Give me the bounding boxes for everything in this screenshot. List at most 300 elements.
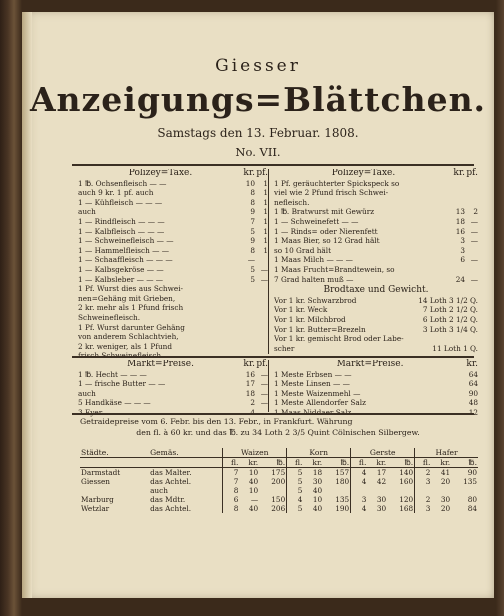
bread-weight: 7 Loth 2 1/2 Q. <box>422 305 478 315</box>
table-cell: — <box>250 495 259 504</box>
table-row <box>78 217 268 227</box>
col-pf: pf. <box>256 359 268 369</box>
table-cell: 30 <box>440 495 451 504</box>
row-text: 1 Meste Erbsen — — <box>274 369 352 379</box>
row-kr: 8 <box>250 245 255 255</box>
row-text: 1 Maas Bier, so 12 Grad hält <box>274 236 380 246</box>
row-text: 1 ℔. Bratwurst mit Gewürz <box>274 207 375 217</box>
getreide-line-2: den fl. à 60 kr. und das ℔. zu 34 Loth 2 3/5 Quint Cölnischen Silbergew. <box>136 428 420 437</box>
table-row <box>78 342 268 352</box>
row-pf: — <box>260 274 268 284</box>
row-text: 1 — Schweinefett — — <box>274 216 359 226</box>
table-cell: 8 <box>223 504 240 513</box>
table-row <box>274 255 478 265</box>
row-text: 1 Meste Linsen — — <box>274 379 350 389</box>
table-cell: 40 <box>248 504 259 513</box>
row-text: 1 — frische Butter — — <box>78 379 166 389</box>
col-kr: kr. <box>243 168 255 178</box>
date-line: Samstags den 13. Februar. 1808. <box>157 126 359 140</box>
row-text: 1 Maas Milch — — — <box>274 255 353 265</box>
row-kr: 13 <box>455 207 465 217</box>
table-cell: 3 <box>351 495 368 504</box>
table-cell <box>387 486 415 495</box>
table-row <box>274 315 478 325</box>
bread-item: Vor 1 kr. Schwarzbrod <box>274 295 357 305</box>
bread-weight: 3 Loth 3 1/4 Q. <box>422 324 478 334</box>
row-kr: 16 <box>455 226 465 236</box>
row-kr <box>453 265 465 275</box>
subheader-cell: ℔. <box>323 458 351 468</box>
polizey-right <box>274 169 478 353</box>
row-kr <box>243 323 255 333</box>
row-text: 1 Meste Waizenmehl — <box>274 388 361 398</box>
table-row <box>274 296 478 306</box>
row-pf <box>465 198 478 208</box>
subheader-cell: kr. <box>367 458 387 468</box>
table-row <box>80 504 478 513</box>
row-kr <box>453 188 465 198</box>
table-row <box>274 236 478 246</box>
row-text: 1 ℔. Hecht — — — <box>78 369 147 379</box>
col-kr: kr. <box>243 359 255 369</box>
row-pf <box>255 303 268 313</box>
markt-left-header <box>78 360 268 370</box>
row-kr: 64 <box>468 379 478 389</box>
table-row <box>78 370 268 380</box>
polizey-right-rows <box>274 179 478 285</box>
row-text: 1 Meste Allendorfer Salz <box>274 398 366 408</box>
row-pf: — <box>260 379 268 389</box>
table-cell: das Malter. <box>150 468 192 477</box>
row-kr: 5 <box>250 264 255 274</box>
header-cell: Waizen <box>223 448 287 458</box>
header-cell: Gemäs. <box>149 448 223 458</box>
masthead-title: Anzeigungs=Blättchen. <box>29 80 487 119</box>
col-pf: pf. <box>466 168 478 178</box>
table-row <box>274 265 478 275</box>
row-pf <box>255 342 268 352</box>
table-cell <box>451 486 478 495</box>
row-text: auch 9 kr. 1 pf. auch <box>78 188 154 198</box>
brodtaxe-title: Brodtaxe und Gewicht. <box>323 285 429 296</box>
row-pf <box>465 246 478 256</box>
row-pf: 1 <box>263 178 268 188</box>
table-row <box>78 255 268 265</box>
table-cell: 90 <box>467 468 477 477</box>
row-pf <box>465 265 478 275</box>
table-row <box>80 468 478 478</box>
table-row <box>80 495 478 504</box>
table-cell: 135 <box>463 477 477 486</box>
row-kr: 8 <box>250 188 255 198</box>
col-pf: pf. <box>256 168 268 178</box>
row-pf: — <box>470 255 478 265</box>
row-pf: 1 <box>263 245 268 255</box>
row-pf <box>255 323 268 333</box>
bread-weight: 14 Loth 3 1/2 Q. <box>418 295 478 305</box>
col-kr: kr. <box>453 168 465 178</box>
row-text: frisch Schweinefleisch. <box>78 351 164 361</box>
bread-item: scher <box>274 343 295 353</box>
table-cell: 41 <box>440 468 451 477</box>
row-kr: 7 <box>250 216 255 226</box>
lower-rule <box>72 413 474 415</box>
row-text: 1 Maas Niddaer Salz — <box>274 407 361 417</box>
markt-left <box>78 360 268 418</box>
row-pf: — <box>260 388 268 398</box>
table-cell: 80 <box>467 495 477 504</box>
row-text: nefleisch. <box>274 197 310 207</box>
row-pf: — <box>260 264 268 274</box>
table-cell: auch <box>150 486 168 495</box>
row-text: 1 — Schweinefleisch — — <box>78 236 174 246</box>
row-kr: 12 <box>468 407 478 417</box>
table-cell: 42 <box>376 477 387 486</box>
table-cell: 206 <box>271 504 286 513</box>
row-kr: 2 <box>250 398 255 408</box>
row-kr <box>243 313 255 323</box>
table-cell: 135 <box>335 495 350 504</box>
row-kr <box>243 294 255 304</box>
subheader-cell: fl. <box>287 458 304 468</box>
table-cell: das Achtel. <box>150 477 192 486</box>
row-pf: — <box>260 407 268 417</box>
table-row <box>78 246 268 256</box>
table-row <box>78 313 268 323</box>
row-text: 3 Eyer — — — — <box>78 407 141 417</box>
row-text: 1 — Kalbfleisch — — — <box>78 226 165 236</box>
table-cell: 2 <box>415 468 432 478</box>
table-row <box>78 236 268 246</box>
row-pf: 1 <box>263 197 268 207</box>
row-kr: 18 <box>245 388 255 398</box>
table-row <box>274 334 478 344</box>
row-kr: 4 <box>250 407 255 417</box>
getreide-line-1: Getraidepreise vom 6. Febr. bis den 13. Febr., in Frankfurt. Währung <box>80 417 353 426</box>
table-cell: 4 <box>351 477 368 486</box>
row-pf: — <box>470 274 478 284</box>
row-text: 1 — Kühfleisch — — — <box>78 197 163 207</box>
bread-item: Vor 1 kr. Milchbrod <box>274 314 346 324</box>
header-cell: Korn <box>287 448 351 458</box>
subheader-cell: ℔. <box>451 458 478 468</box>
table-row <box>78 294 268 304</box>
table-row <box>78 303 268 313</box>
subheader-cell: ℔. <box>387 458 415 468</box>
table-cell: 5 <box>287 477 304 486</box>
row-text: auch <box>78 388 96 398</box>
table-row <box>78 198 268 208</box>
row-pf: — <box>470 216 478 226</box>
table-cell: 40 <box>312 486 323 495</box>
table-cell: 30 <box>312 477 323 486</box>
row-kr: 9 <box>250 207 255 217</box>
table-row <box>80 477 478 486</box>
table-cell: das Achtel. <box>150 504 192 513</box>
row-kr: 3 <box>460 236 465 246</box>
row-text: 1 — Kalbsleber — — — <box>78 274 164 284</box>
table-row <box>78 179 268 189</box>
table-cell <box>323 486 351 495</box>
table-cell: 150 <box>271 495 286 504</box>
row-text: 1 — Kalbsgekröse — — <box>78 264 164 274</box>
table-cell: 18 <box>312 468 323 477</box>
markt-left-rows <box>78 370 268 418</box>
table-row <box>78 188 268 198</box>
table-cell: 40 <box>312 504 323 513</box>
row-kr: 3 <box>460 245 465 255</box>
table-row <box>274 198 478 208</box>
row-kr: 17 <box>245 379 255 389</box>
row-text: auch <box>78 207 96 217</box>
table-cell: 190 <box>335 504 350 513</box>
row-kr: 10 <box>245 178 255 188</box>
table-cell <box>80 486 149 495</box>
row-kr <box>243 332 255 342</box>
table-cell: 180 <box>335 477 350 486</box>
table-row <box>78 323 268 333</box>
table-row <box>78 332 268 342</box>
table-cell: 200 <box>271 477 286 486</box>
table-cell: 84 <box>467 504 477 513</box>
table-cell <box>351 486 368 495</box>
table-cell <box>367 486 387 495</box>
table-row <box>274 389 478 399</box>
row-pf: — <box>260 369 268 379</box>
row-pf <box>465 179 478 189</box>
table-row <box>274 344 478 354</box>
row-text: 1 ℔. Ochsenfleisch — — <box>78 178 167 188</box>
table-cell: 20 <box>440 504 451 513</box>
table-row <box>78 284 268 294</box>
row-pf <box>255 313 268 323</box>
table-cell: 3 <box>415 477 432 486</box>
table-cell: 8 <box>223 486 240 495</box>
row-kr: 8 <box>250 197 255 207</box>
row-kr: 6 <box>460 255 465 265</box>
table-cell: 10 <box>248 468 259 477</box>
row-pf: — <box>470 236 478 246</box>
subheader-cell: kr. <box>431 458 451 468</box>
table-cell: 5 <box>287 504 304 513</box>
table-row <box>274 179 478 189</box>
markt-right <box>274 360 478 418</box>
table-cell: 10 <box>312 495 323 504</box>
bread-weight: 11 Loth 1 Q. <box>432 343 478 353</box>
row-text: nen=Gehäng mit Grieben, <box>78 293 176 303</box>
table-row <box>78 207 268 217</box>
table-cell: 120 <box>399 495 414 504</box>
table-cell: 6 <box>223 495 240 504</box>
table-cell <box>259 486 287 495</box>
row-pf <box>255 255 268 265</box>
table-row <box>274 217 478 227</box>
table-cell: 4 <box>351 504 368 513</box>
issue-number: No. VII. <box>235 145 281 159</box>
markt-right-rows <box>274 370 478 418</box>
row-pf: — <box>260 398 268 408</box>
row-pf: 1 <box>263 226 268 236</box>
markt-right-header <box>274 360 478 370</box>
table-row <box>274 246 478 256</box>
table-cell: 168 <box>399 504 414 513</box>
row-pf <box>255 284 268 294</box>
polizey-left-header <box>78 169 268 179</box>
row-kr: 9 <box>250 236 255 246</box>
row-pf: 1 <box>263 236 268 246</box>
row-text: 1 — Hammelfleisch — — <box>78 245 170 255</box>
polizey-left-title: Polizey=Taxe. <box>128 169 193 178</box>
table-cell: 4 <box>351 468 368 478</box>
row-kr: 24 <box>455 274 465 284</box>
polizey-right-header <box>274 169 478 179</box>
header-cell: Hafer <box>415 448 478 458</box>
row-kr: 18 <box>455 216 465 226</box>
table-row <box>274 370 478 380</box>
row-kr: 48 <box>468 398 478 408</box>
table-cell: 10 <box>248 486 259 495</box>
table-row <box>78 265 268 275</box>
top-rule <box>72 164 474 166</box>
subheader-cell <box>149 458 223 468</box>
subheader-cell: kr. <box>239 458 259 468</box>
bread-item: Vor 1 kr. gemischt Brod oder Labe- <box>274 334 404 344</box>
row-text: 2 kr. weniger, als 1 Pfund <box>78 341 173 351</box>
row-kr: 5 <box>250 226 255 236</box>
subheader-cell: kr. <box>303 458 323 468</box>
bread-item: Vor 1 kr. Weck <box>274 305 328 315</box>
row-pf <box>255 332 268 342</box>
mid-rule <box>72 356 474 358</box>
getreide-table <box>80 448 478 513</box>
markt-right-title: Markt=Preise. <box>336 360 404 369</box>
row-text: 1 Maas Frucht=Brandtewein, so <box>274 264 395 274</box>
table-cell: 2 <box>415 495 432 504</box>
table-cell: 175 <box>271 468 286 477</box>
table-row <box>78 398 268 408</box>
row-pf: 1 <box>263 207 268 217</box>
header-cell: Städte. <box>80 448 149 458</box>
row-text: 7 Grad halten muß — <box>274 274 354 284</box>
row-pf <box>465 188 478 198</box>
table-cell <box>415 486 432 495</box>
table-cell: 17 <box>376 468 387 477</box>
header-cell: Gerste <box>351 448 415 458</box>
table-cell: Giessen <box>81 477 110 486</box>
table-cell: 5 <box>287 468 304 478</box>
table-cell: 140 <box>399 468 414 477</box>
table-cell: Marburg <box>81 495 114 504</box>
table-header-row <box>80 448 478 458</box>
getreide-note <box>80 416 476 438</box>
polizey-left <box>78 169 268 361</box>
markt-left-title: Markt=Preise. <box>127 360 194 369</box>
row-text: 2 kr. mehr als 1 Pfund frisch <box>78 303 184 313</box>
table-row <box>78 389 268 399</box>
table-row <box>274 379 478 389</box>
row-kr <box>243 342 255 352</box>
row-kr: 90 <box>468 388 478 398</box>
table-cell: 40 <box>248 477 259 486</box>
brodtaxe-rows <box>274 296 478 354</box>
row-pf: 2 <box>473 207 478 217</box>
table-row <box>274 207 478 217</box>
table-row <box>274 188 478 198</box>
subheader-cell: fl. <box>351 458 368 468</box>
subheader-cell: ℔. <box>259 458 287 468</box>
row-kr: 16 <box>245 369 255 379</box>
row-text: viel wie 2 Pfund frisch Schwei- <box>274 188 389 198</box>
col-kr: kr. <box>466 359 478 369</box>
bread-item: Vor 1 kr. Butter=Brezeln <box>274 324 366 334</box>
table-row <box>78 275 268 285</box>
table-cell <box>431 486 451 495</box>
row-text: 1 — Schaaffleisch — — — <box>78 255 173 265</box>
polizey-left-rows <box>78 179 268 361</box>
row-pf: 1 <box>263 188 268 198</box>
table-cell: 4 <box>287 495 304 504</box>
table-row <box>78 227 268 237</box>
table-cell: 157 <box>335 468 350 477</box>
table-cell: Darmstadt <box>81 468 121 477</box>
table-cell: 30 <box>376 495 387 504</box>
row-text: 1 Pf. Wurst darunter Gehäng <box>78 322 185 332</box>
row-text: 1 — Rinds= oder Nierenfett <box>274 226 378 236</box>
table-cell: das Mdtr. <box>150 495 186 504</box>
table-row <box>274 305 478 315</box>
bread-weight: 6 Loth 2 1/2 Q. <box>422 314 478 324</box>
polizey-right-title: Polizey=Taxe. <box>331 169 396 178</box>
column-divider-2 <box>268 360 269 412</box>
row-kr: — <box>247 255 255 265</box>
table-row <box>78 379 268 389</box>
row-kr: 5 <box>250 274 255 284</box>
table-subheader-row <box>80 458 478 468</box>
row-kr <box>453 179 465 189</box>
row-kr <box>243 303 255 313</box>
row-text: 1 — Rindfleisch — — — <box>78 216 165 226</box>
table-cell: 7 <box>223 468 240 478</box>
table-row <box>80 486 478 495</box>
row-kr <box>243 284 255 294</box>
table-row <box>274 227 478 237</box>
row-kr <box>453 198 465 208</box>
table-cell: 20 <box>440 477 451 486</box>
title-top: Giesser <box>215 56 301 76</box>
row-kr: 64 <box>468 369 478 379</box>
row-text: 1 Pf. geräuchterter Spickspeck so <box>274 178 400 188</box>
row-text: von anderem Schlachtvieh, <box>78 332 179 342</box>
table-cell: 160 <box>399 477 414 486</box>
row-text: 1 Pf. Wurst dies aus Schwei- <box>78 284 183 294</box>
subheader-cell: fl. <box>415 458 432 468</box>
row-text: Schweinefleisch. <box>78 312 141 322</box>
row-text: so 10 Grad hält <box>274 245 332 255</box>
table-row <box>274 325 478 335</box>
table-cell: 3 <box>415 504 432 513</box>
table-row <box>274 275 478 285</box>
table-cell: 5 <box>287 486 304 495</box>
table-cell: 30 <box>376 504 387 513</box>
table-cell: 7 <box>223 477 240 486</box>
page <box>22 12 494 598</box>
row-pf: 1 <box>263 216 268 226</box>
column-divider <box>268 169 269 354</box>
row-text: 5 Handkäse — — — <box>78 398 151 408</box>
table-row <box>274 398 478 408</box>
row-pf: — <box>470 226 478 236</box>
table-cell: Wetzlar <box>81 504 110 513</box>
